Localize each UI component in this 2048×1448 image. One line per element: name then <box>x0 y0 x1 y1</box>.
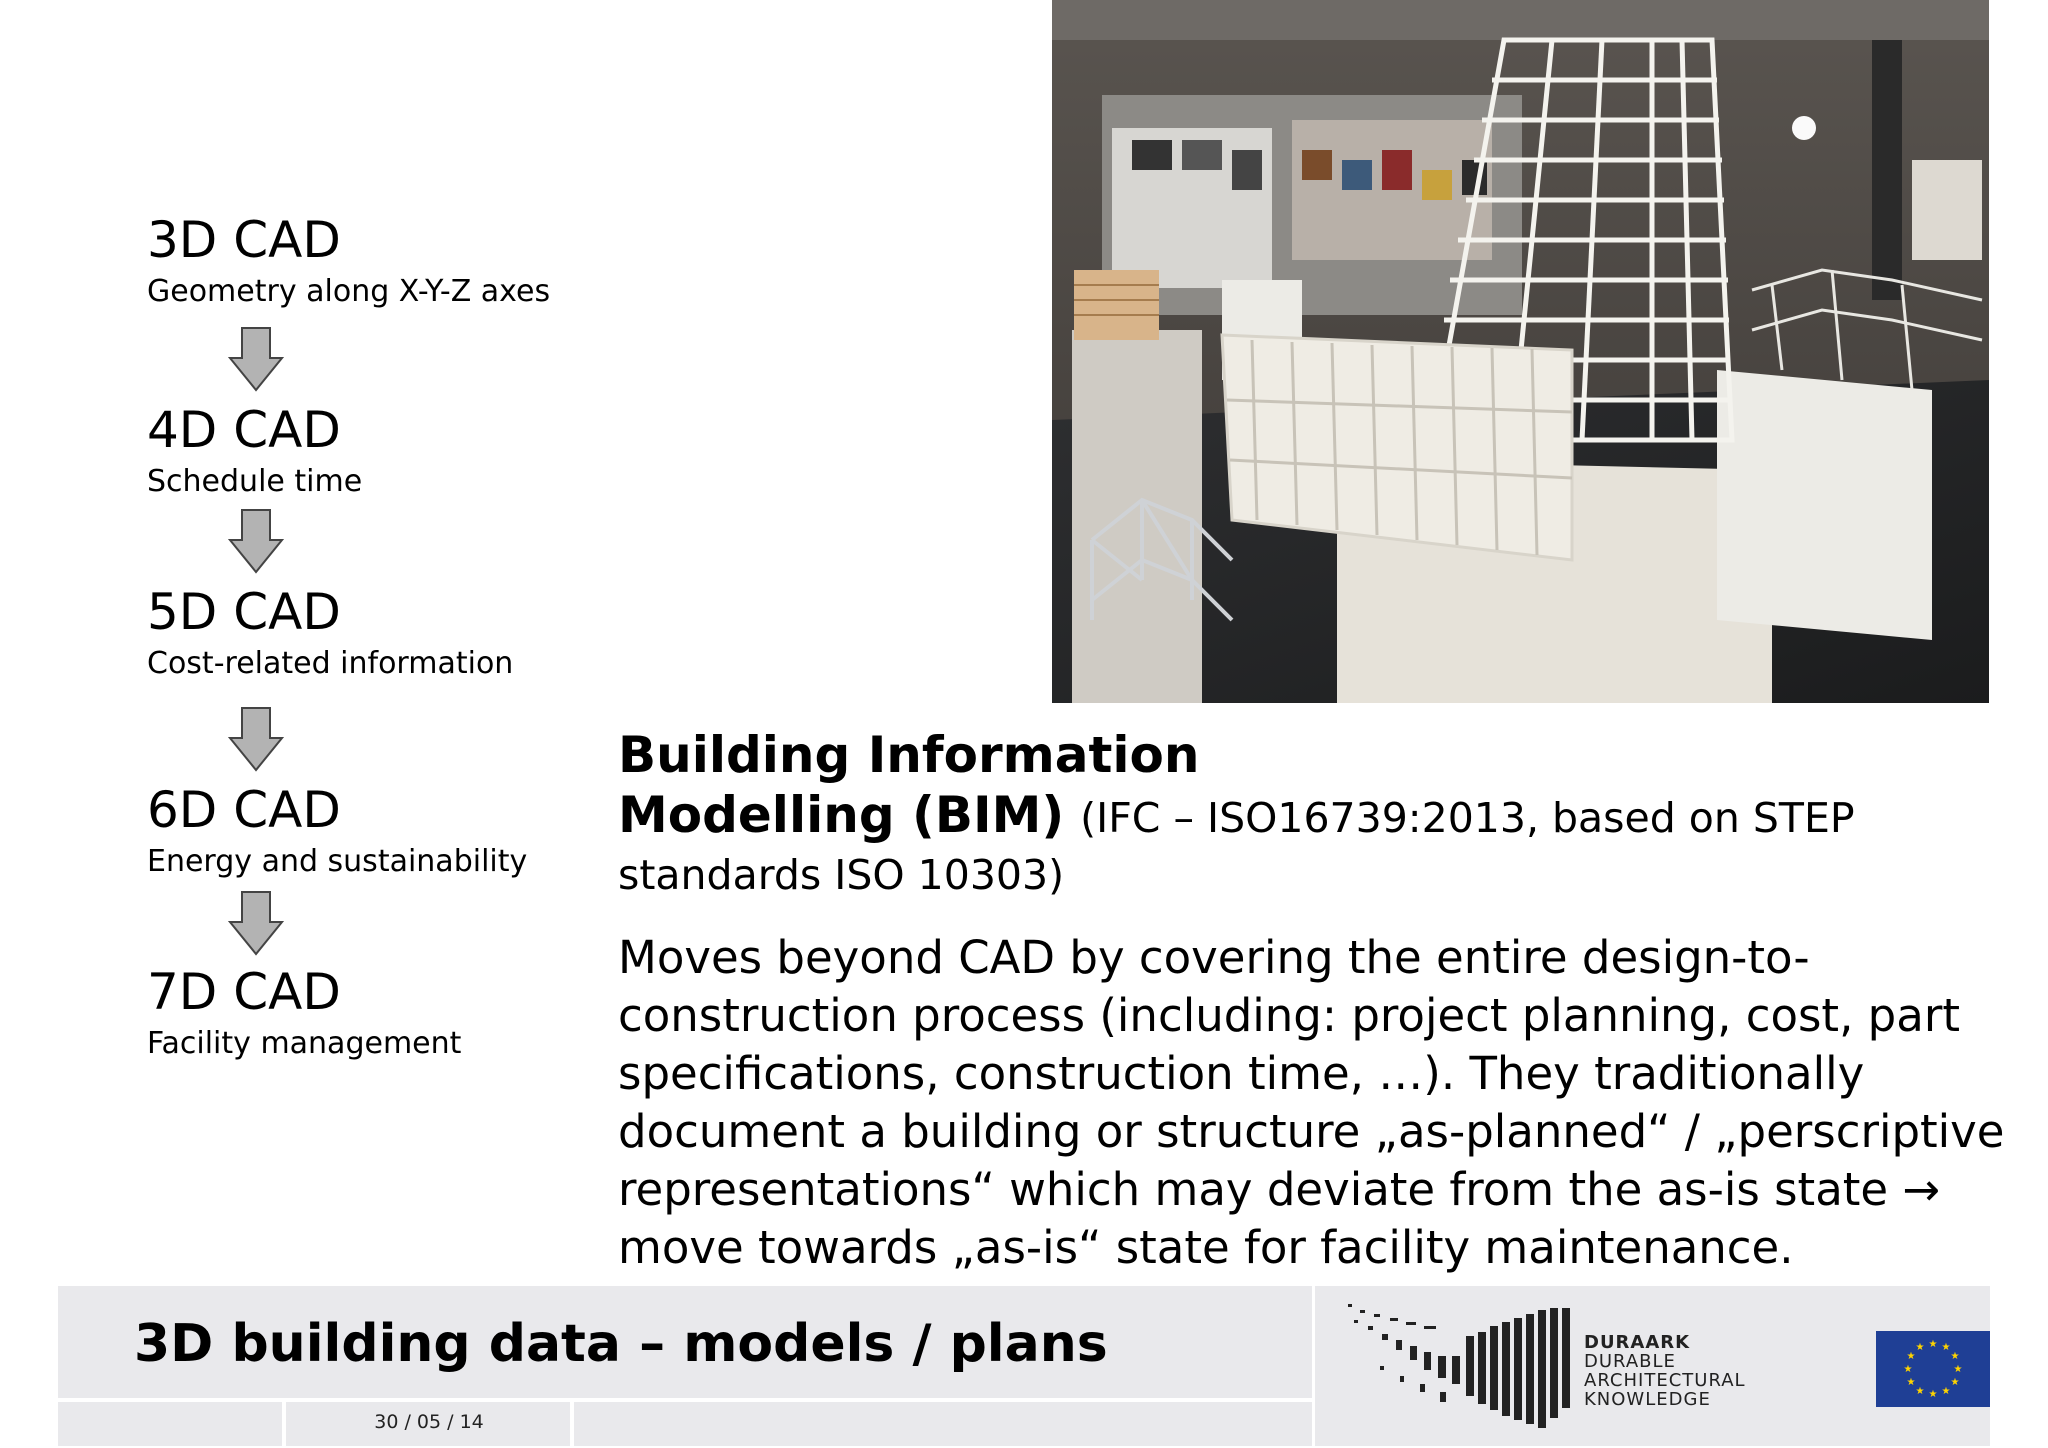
svg-text:★: ★ <box>1950 1351 1960 1362</box>
stage-3d-title: 3D CAD <box>147 211 341 269</box>
logo-line: ARCHITECTURAL <box>1584 1370 1746 1391</box>
svg-text:★: ★ <box>1941 1342 1951 1353</box>
down-arrow-icon <box>228 326 284 392</box>
bim-description: Moves beyond CAD by covering the entire design-to-construction process (including: project planning, cost, part specifications, construction time, …). They traditionally document a building or structure „as-planned“ / „perscriptive representations“ which may deviate from the as-is state → move towards „as-is“ state for facility maintenance. <box>618 931 2005 1274</box>
svg-text:★: ★ <box>1903 1364 1913 1375</box>
architectural-model-photo <box>1052 0 1989 703</box>
svg-text:★: ★ <box>1941 1386 1951 1397</box>
stage-4d-subtitle: Schedule time <box>147 464 363 499</box>
svg-text:★: ★ <box>1906 1351 1916 1362</box>
svg-text:★: ★ <box>1906 1377 1916 1388</box>
svg-text:★: ★ <box>1928 1339 1938 1350</box>
bim-heading <box>618 722 2008 902</box>
stage-5d-subtitle: Cost-related information <box>147 646 514 681</box>
bim-heading-line1: Building Information <box>618 726 1200 784</box>
stage-3d-subtitle: Geometry along X-Y-Z axes <box>147 274 551 309</box>
duraark-logo-text <box>1584 1333 1746 1409</box>
stage-6d-title: 6D CAD <box>147 781 341 839</box>
stage-6d-subtitle: Energy and sustainability <box>147 844 528 879</box>
bim-standard-reference: (IFC – ISO16739:2013, based on STEP standards ISO 10303) <box>618 794 1855 899</box>
logo-brand: DURAARK <box>1584 1332 1691 1353</box>
svg-text:★: ★ <box>1915 1342 1925 1353</box>
down-arrow-icon <box>228 706 284 772</box>
svg-text:★: ★ <box>1950 1377 1960 1388</box>
footer-divider <box>58 1398 1312 1402</box>
eu-flag-icon <box>1876 1331 1990 1407</box>
logo-line: KNOWLEDGE <box>1584 1389 1711 1410</box>
bim-heading-line2: Modelling (BIM) <box>618 786 1065 844</box>
svg-text:★: ★ <box>1953 1364 1963 1375</box>
stage-7d-subtitle: Facility management <box>147 1026 462 1061</box>
stage-5d-title: 5D CAD <box>147 583 341 641</box>
footer-divider <box>1312 1286 1315 1446</box>
down-arrow-icon <box>228 508 284 574</box>
stage-7d-title: 7D CAD <box>147 963 341 1021</box>
slide-date: 30 / 05 / 14 <box>374 1411 484 1433</box>
stage-4d-title: 4D CAD <box>147 401 341 459</box>
logo-line: DURABLE <box>1584 1351 1676 1372</box>
slide-title: 3D building data – models / plans <box>134 1314 1108 1374</box>
svg-text:★: ★ <box>1928 1389 1938 1400</box>
svg-text:★: ★ <box>1915 1386 1925 1397</box>
down-arrow-icon <box>228 890 284 956</box>
